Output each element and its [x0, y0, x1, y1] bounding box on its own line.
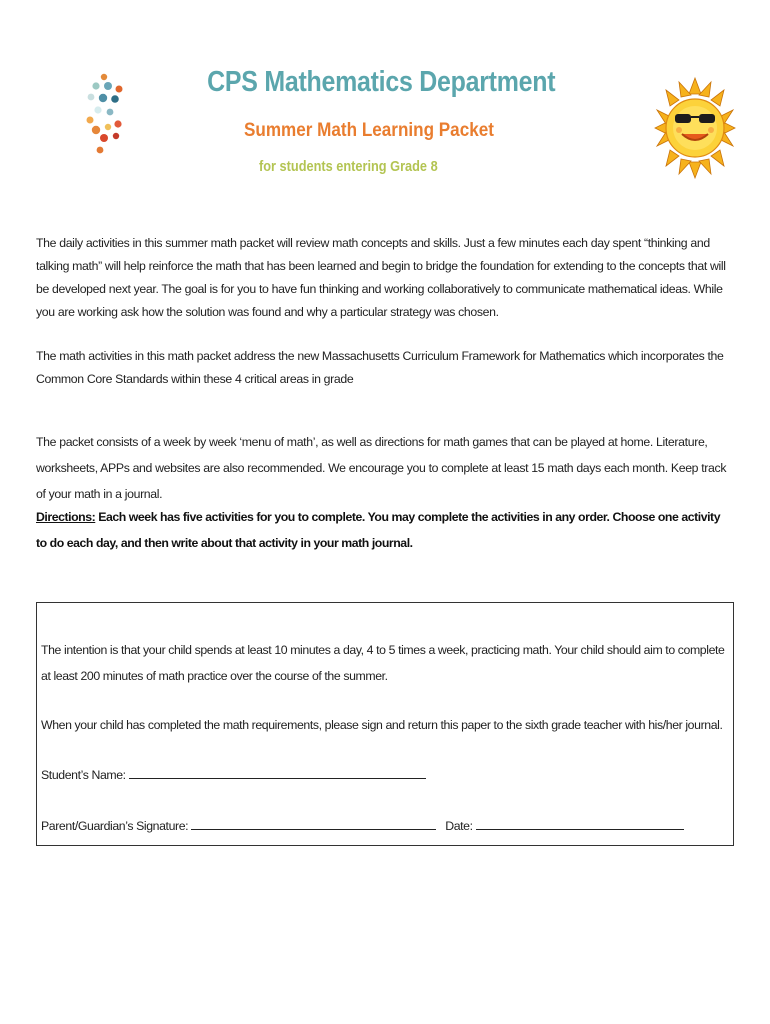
parent-signature-label: Parent/Guardian’s Signature: — [41, 819, 192, 833]
parent-signature-field[interactable] — [191, 817, 436, 830]
return-instructions: When your child has completed the math requirements, please sign and return this paper to the sixth grade teacher with his/her journal. — [41, 718, 723, 732]
student-name-label: Student’s Name: — [41, 768, 129, 782]
student-name-row — [41, 766, 426, 782]
grade-line: for students entering Grade 8 — [259, 159, 438, 175]
directions-text: Each week has five activities for you to complete. You may complete the activities in any order. Choose one activity to do each day, and then write about that activity in your math journal. — [36, 510, 721, 550]
framework-paragraph: The math activities in this math packet address the new Massachusetts Curriculum Framework for Mathematics which incorporates the Common Core Standards within these 4 critical areas in grade — [36, 349, 724, 386]
signature-box — [36, 602, 734, 846]
packet-paragraph: The packet consists of a week by week ‘menu of math’, as well as directions for math games that can be played at home. Literature, worksheets, APPs and websites are also recommended. We encourage you to complete at least 15 math days each month. Keep track of your math in a journal. — [36, 435, 727, 501]
intro-paragraph: The daily activities in this summer math packet will review math concepts and skills. Just a few minutes each day spent “thinking and talking math” will help reinforce the math that has been learned and begin to bridge the foundation for extending to the concepts that will be developed next year. The goal is for you to have fun thinking and working collaboratively to communicate mathematical ideas. While you are working ask how the solution was found and why a particular strategy was chosen. — [36, 236, 726, 319]
page-title-text: CPS Mathematics Department — [207, 66, 556, 98]
directions-label: Directions: — [36, 510, 96, 524]
page-subtitle: Summer Math Learning Packet — [244, 120, 494, 141]
student-name-field[interactable] — [129, 766, 426, 779]
directions — [36, 504, 726, 556]
date-field[interactable] — [476, 817, 684, 830]
date-label: Date: — [445, 819, 476, 833]
parent-signature-row — [41, 817, 684, 833]
page-title — [50, 66, 712, 99]
intention-text: The intention is that your child spends at least 10 minutes a day, 4 to 5 times a week, practicing math. Your child should aim to complete at least 200 minutes of math practice over the course of the summer. — [41, 643, 725, 683]
